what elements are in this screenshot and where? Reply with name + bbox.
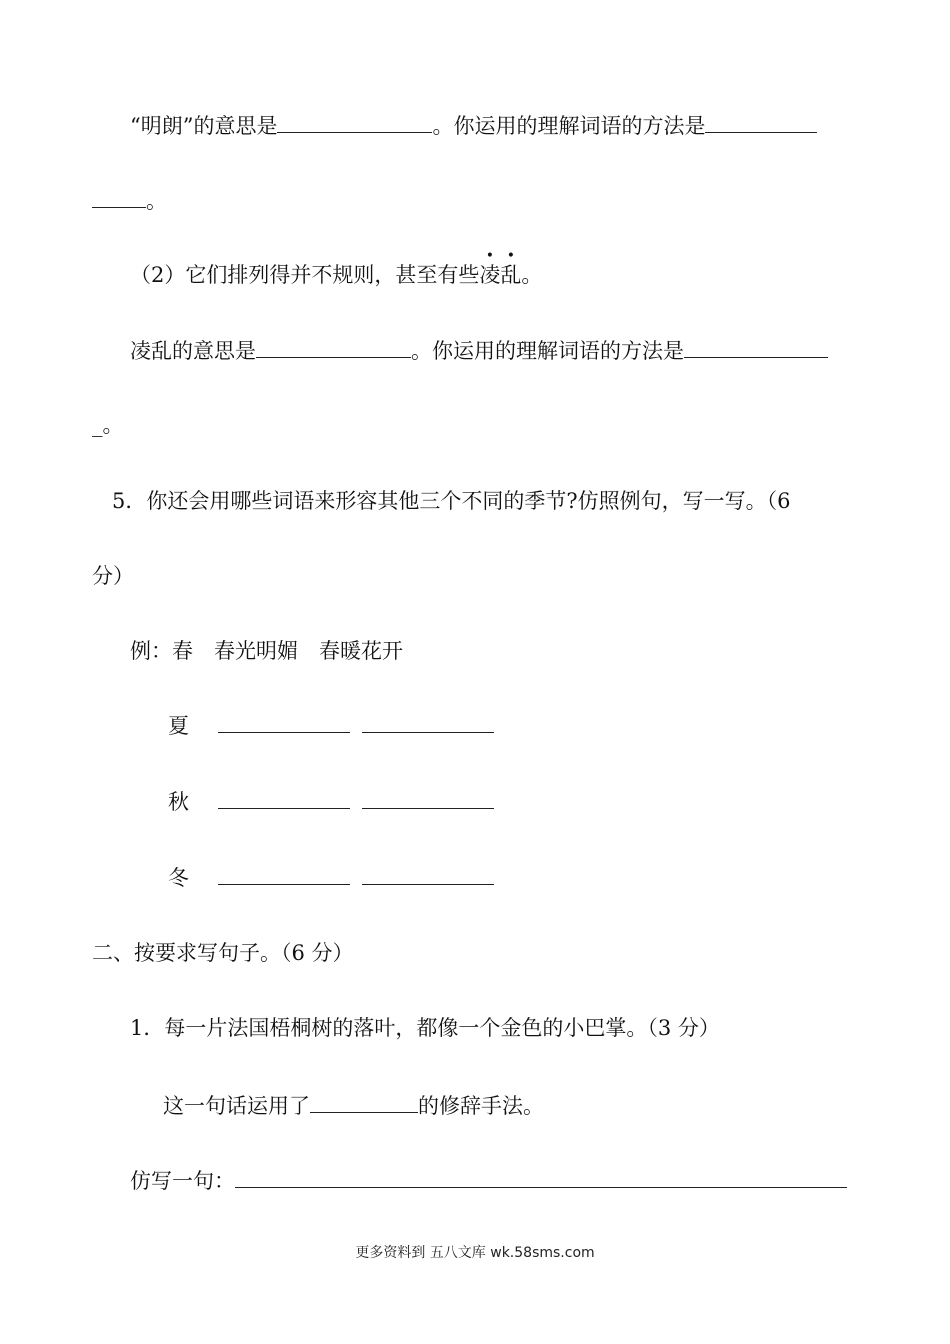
section-2-imitate: 仿写一句：	[130, 1165, 847, 1196]
answer-blank[interactable]	[362, 786, 494, 809]
section-2-q1-prompt: 这一句话运用了 的修辞手法。	[163, 1090, 544, 1121]
emphasized-char: 凌	[479, 263, 501, 287]
answer-blank[interactable]	[218, 710, 350, 733]
answer-blank[interactable]	[218, 786, 350, 809]
season-row-summer	[168, 710, 494, 741]
q4-meaning-line-5: _。	[92, 413, 124, 437]
q4-item-2: （2）它们排列得并不规则，甚至有些凌乱。	[130, 260, 542, 290]
answer-blank-lingluan[interactable]	[256, 335, 411, 358]
section-2-title: 二、按要求写句子。（6 分）	[92, 941, 354, 965]
answer-blank-rhetoric[interactable]	[310, 1090, 418, 1113]
q5-example: 例：春 春光明媚 春暖花开	[130, 639, 403, 663]
answer-blank-method-1-cont[interactable]	[92, 185, 146, 208]
answer-blank[interactable]	[362, 710, 494, 733]
footer-source: 更多资料到 五八文库 wk.58sms.com	[355, 1245, 595, 1261]
q4-meaning-line-4: 凌乱的意思是 。你运用的理解词语的方法是	[130, 335, 828, 366]
emphasized-char: 乱	[500, 263, 522, 287]
q4-meaning-label: “明朗”的意思是	[130, 114, 278, 138]
answer-blank-imitate[interactable]	[235, 1165, 847, 1188]
q4-meaning-line-1	[130, 110, 817, 141]
q5-question: 5．你还会用哪些词语来形容其他三个不同的季节?仿照例句，写一写。（6	[112, 489, 791, 513]
season-row-autumn	[168, 786, 494, 817]
season-label: 夏	[168, 714, 189, 738]
season-label: 秋	[168, 790, 189, 814]
q5-question-cont: 分）	[92, 564, 134, 588]
answer-blank[interactable]	[218, 862, 350, 885]
season-label: 冬	[168, 866, 189, 890]
q4-method-label: 。你运用的理解词语的方法是	[432, 114, 706, 138]
answer-blank-method-2[interactable]	[684, 335, 828, 358]
answer-blank-method-1[interactable]	[705, 110, 817, 133]
season-row-winter	[168, 862, 494, 893]
section-2-q1: 1．每一片法国梧桐树的落叶，都像一个金色的小巴掌。（3 分）	[130, 1016, 720, 1040]
answer-blank[interactable]	[362, 862, 494, 885]
q4-meaning-line-2: 。	[92, 185, 167, 216]
answer-blank-minglang[interactable]	[277, 110, 432, 133]
